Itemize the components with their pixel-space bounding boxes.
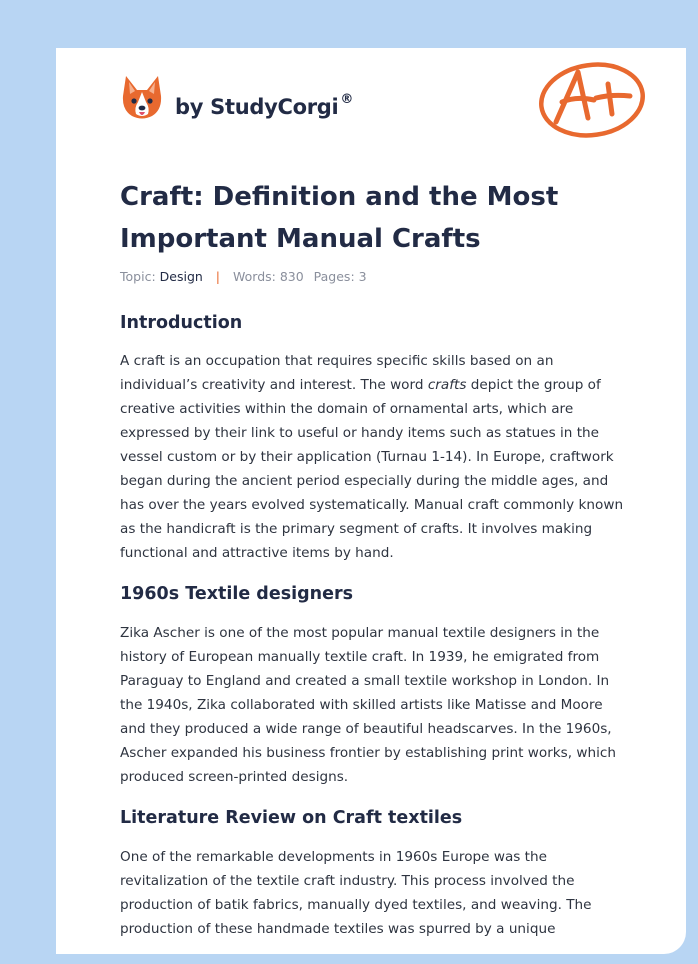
meta-separator: | xyxy=(215,269,221,284)
section-heading-textile-designers: 1960s Textile designers xyxy=(120,584,354,604)
brand-name: by StudyCorgi ® xyxy=(175,92,354,119)
a-plus-grade-stamp xyxy=(536,56,650,140)
section-paragraph-introduction: A craft is an occupation that requires specific skills based on an individual’s creativity and interest. The word crafts depict the group of creative activities within the domain of ornamental arts, which are expressed by their link to useful or handy items such as statues in the vessel custom or by their application (Turnau 1-14). In Europe, craftwork began during the ancient period especially during the middle ages, and has over the years evolved systematically. Manual craft commonly known as the handicraft is the primary segment of crafts. It involves making functional and attractive items by hand. xyxy=(120,353,624,561)
section-heading-literature-review: Literature Review on Craft textiles xyxy=(120,808,463,828)
section-paragraph-textile-designers: Zika Ascher is one of the most popular manual textile designers in the history of European manually textile craft. In 1939, he emigrated from Paraguay to England and created a small textile workshop in London. In the 1940s, Zika collaborated with skilled artists like Matisse and Moore and they produced a wide range of beautiful headscarves. In the 1960s, Ascher expanded his business frontier by establishing print works, which produced screen-printed designs. xyxy=(120,625,616,785)
document-meta xyxy=(120,269,367,284)
section-heading-introduction: Introduction xyxy=(120,313,243,333)
page-count: Pages: 3 xyxy=(313,269,367,284)
word-count: Words: 830 xyxy=(233,269,304,284)
corgi-icon xyxy=(120,74,164,122)
document-card xyxy=(56,48,686,954)
topic-link[interactable]: Design xyxy=(159,269,203,284)
section-paragraph-literature-review: One of the remarkable developments in 1960s Europe was the revitalization of the textile craft industry. This process involved the production of batik fabrics, manually dyed textiles, and weaving. The production of these handmade textiles was spurred by a unique xyxy=(120,849,592,937)
studycorgi-logo[interactable] xyxy=(120,74,380,124)
topic-label: Topic: xyxy=(120,269,156,284)
article-body xyxy=(120,310,630,941)
page-title: Craft: Definition and the Most Important Manual Crafts xyxy=(120,182,559,254)
